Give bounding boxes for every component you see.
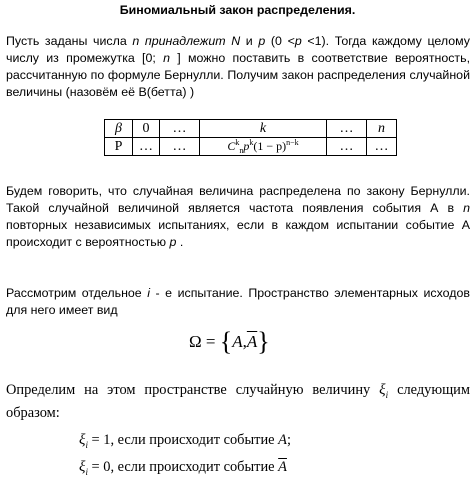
text-italic: p	[169, 235, 177, 249]
text: Определим на этом пространстве случайную величину	[6, 382, 380, 398]
text-italic: p	[294, 34, 302, 48]
table-cell: n	[367, 120, 397, 138]
text-italic: n	[463, 201, 470, 215]
text: - е испытание. Пространство элементарных исходов для него имеет вид	[6, 286, 470, 317]
text: ] можно поставить в соответствие вероятность, рассчитанную по формуле Бернулли. Получим закон распределения случайной величины (назовём её В(бетта) )	[6, 51, 471, 99]
equation-xi-zero: $\xi_i = 0$, если происходит событие $\overline{A}$	[79, 459, 287, 477]
table-cell: …	[160, 138, 200, 156]
equation-xi-one: $\xi_i = 1$, если происходит событие A;	[79, 432, 291, 450]
table-row-values	[105, 120, 397, 138]
table-cell: …	[367, 138, 397, 156]
text-italic: n принадлежит N	[132, 34, 241, 48]
text-italic: p	[258, 34, 266, 48]
text: следующим образом:	[6, 382, 470, 421]
xi-symbol: $\xi_i$	[379, 382, 389, 400]
table-cell: …	[133, 138, 160, 156]
sample-space-formula: $\Omega = \{A,\overline{A}\}$	[189, 327, 270, 356]
table-cell: …	[327, 138, 367, 156]
table-cell: k	[200, 120, 327, 138]
text: .	[176, 235, 184, 249]
text: (0 <	[265, 34, 295, 48]
bernoulli-formula: $C^k_np^k(1 - p)^{n-k}$	[200, 138, 327, 156]
table-cell: 0	[133, 120, 160, 138]
text-italic: i	[147, 286, 150, 300]
page-title: Биномиальный закон распределения.	[119, 3, 356, 17]
table-cell: P	[105, 138, 133, 156]
paragraph-define	[6, 381, 470, 422]
paragraph-trial	[6, 285, 470, 319]
paragraph-bernoulli	[6, 183, 470, 251]
table-cell: …	[327, 120, 367, 138]
text: и	[240, 34, 259, 48]
text-italic: n	[163, 51, 170, 65]
text: Будем говорить, что случайная величина распределена по закону Бернулли. Такой случайной величиной является частота появления события А в	[6, 184, 470, 215]
table-cell: …	[160, 120, 200, 138]
table-cell: β	[105, 120, 133, 138]
text: Пусть заданы числа	[6, 34, 133, 48]
paragraph-intro	[6, 33, 470, 101]
table-row-probabilities	[105, 138, 397, 156]
distribution-table	[104, 119, 397, 156]
text: Рассмотрим отдельное	[6, 286, 148, 300]
text: <1). Тогда каждому целому числу из промежутка [0;	[6, 34, 470, 65]
text: повторных независимых испытаниях, если в каждом испытании событие А происходит с вероятностью	[6, 218, 470, 249]
